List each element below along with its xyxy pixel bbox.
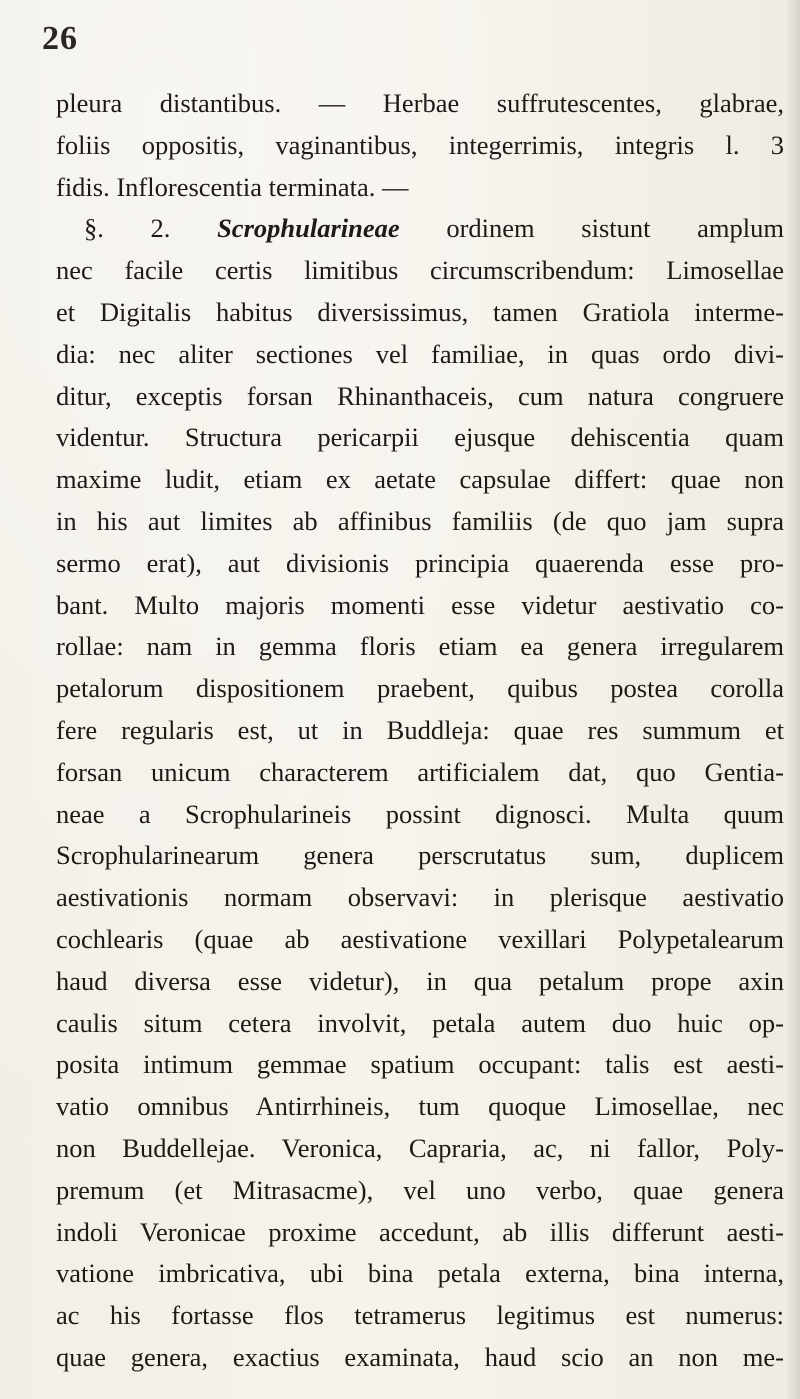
text-line-21: cochlearis (quae ab aestivatione vexillari Polypetalearum	[56, 923, 784, 954]
section-number: §. 2.	[84, 213, 218, 244]
text-line-7: dia: nec aliter sectiones vel familiae, in quas ordo divi-	[56, 338, 784, 369]
section-title: Scrophularineae	[217, 213, 400, 244]
text-line-5: nec facile certis limitibus circumscribendum: Limosellae	[56, 255, 784, 286]
text-line-11: in his aut limites ab affinibus familiis (de quo jam supra	[56, 505, 784, 536]
text-line-17: forsan unicum characterem artificialem dat, quo Gentia-	[56, 756, 784, 787]
text-line-14: rollae: nam in gemma floris etiam ea genera irregularem	[56, 631, 784, 662]
text-line-22: haud diversa esse videtur), in qua petalum prope axin	[56, 965, 784, 996]
text-line-26: non Buddellejae. Veronica, Capraria, ac, ni fallor, Poly-	[56, 1132, 784, 1163]
page-number: 26	[42, 20, 78, 57]
section-heading-rest: ordinem sistunt amplum	[399, 213, 784, 244]
text-line-15: petalorum dispositionem praebent, quibus postea corolla	[56, 673, 784, 704]
section-heading-line	[56, 208, 784, 250]
text-line-9: videntur. Structura pericarpii ejusque dehiscentia quam	[56, 422, 784, 453]
text-line-30: ac his fortasse flos tetramerus legitimus est numerus:	[56, 1300, 784, 1331]
text-line-1: pleura distantibus. — Herbae suffrutescentes, glabrae,	[56, 88, 784, 118]
text-line-13: bant. Multo majoris momenti esse videtur aestivatio co-	[56, 589, 784, 620]
text-line-18: neae a Scrophularineis possint dignosci. Multa quum	[56, 798, 784, 829]
text-line-19: Scrophularinearum genera perscrutatus sum, duplicem	[56, 840, 784, 871]
text-line-24: posita intimum gemmae spatium occupant: talis est aesti-	[56, 1049, 784, 1080]
text-line-29: vatione imbricativa, ubi bina petala externa, bina interna,	[56, 1258, 784, 1289]
text-line-3: fidis. Inflorescentia terminata. —	[56, 171, 409, 202]
text-line-16: fere regularis est, ut in Buddleja: quae res summum et	[56, 714, 784, 745]
text-line-12: sermo erat), aut divisionis principia quaerenda esse pro-	[56, 547, 784, 578]
text-line-25: vatio omnibus Antirrhineis, tum quoque Limosellae, nec	[56, 1091, 784, 1122]
text-line-2: foliis oppositis, vaginantibus, integerrimis, integris l. 3	[56, 129, 784, 160]
text-line-31: quae genera, exactius examinata, haud scio an non me-	[56, 1341, 784, 1372]
body-text	[56, 83, 784, 1379]
text-line-6: et Digitalis habitus diversissimus, tamen Gratiola interme-	[56, 296, 784, 327]
text-line-23: caulis situm cetera involvit, petala autem duo huic op-	[56, 1007, 784, 1038]
page-edge-shadow	[786, 0, 800, 1399]
text-line-10: maxime ludit, etiam ex aetate capsulae differt: quae non	[56, 464, 784, 495]
text-line-27: premum (et Mitrasacme), vel uno verbo, quae genera	[56, 1174, 784, 1205]
text-line-20: aestivationis normam observavi: in plerisque aestivatio	[56, 882, 784, 913]
text-line-28: indoli Veronicae proxime accedunt, ab illis differunt aesti-	[56, 1216, 784, 1247]
text-line-8: ditur, exceptis forsan Rhinanthaceis, cum natura congruere	[56, 380, 784, 411]
